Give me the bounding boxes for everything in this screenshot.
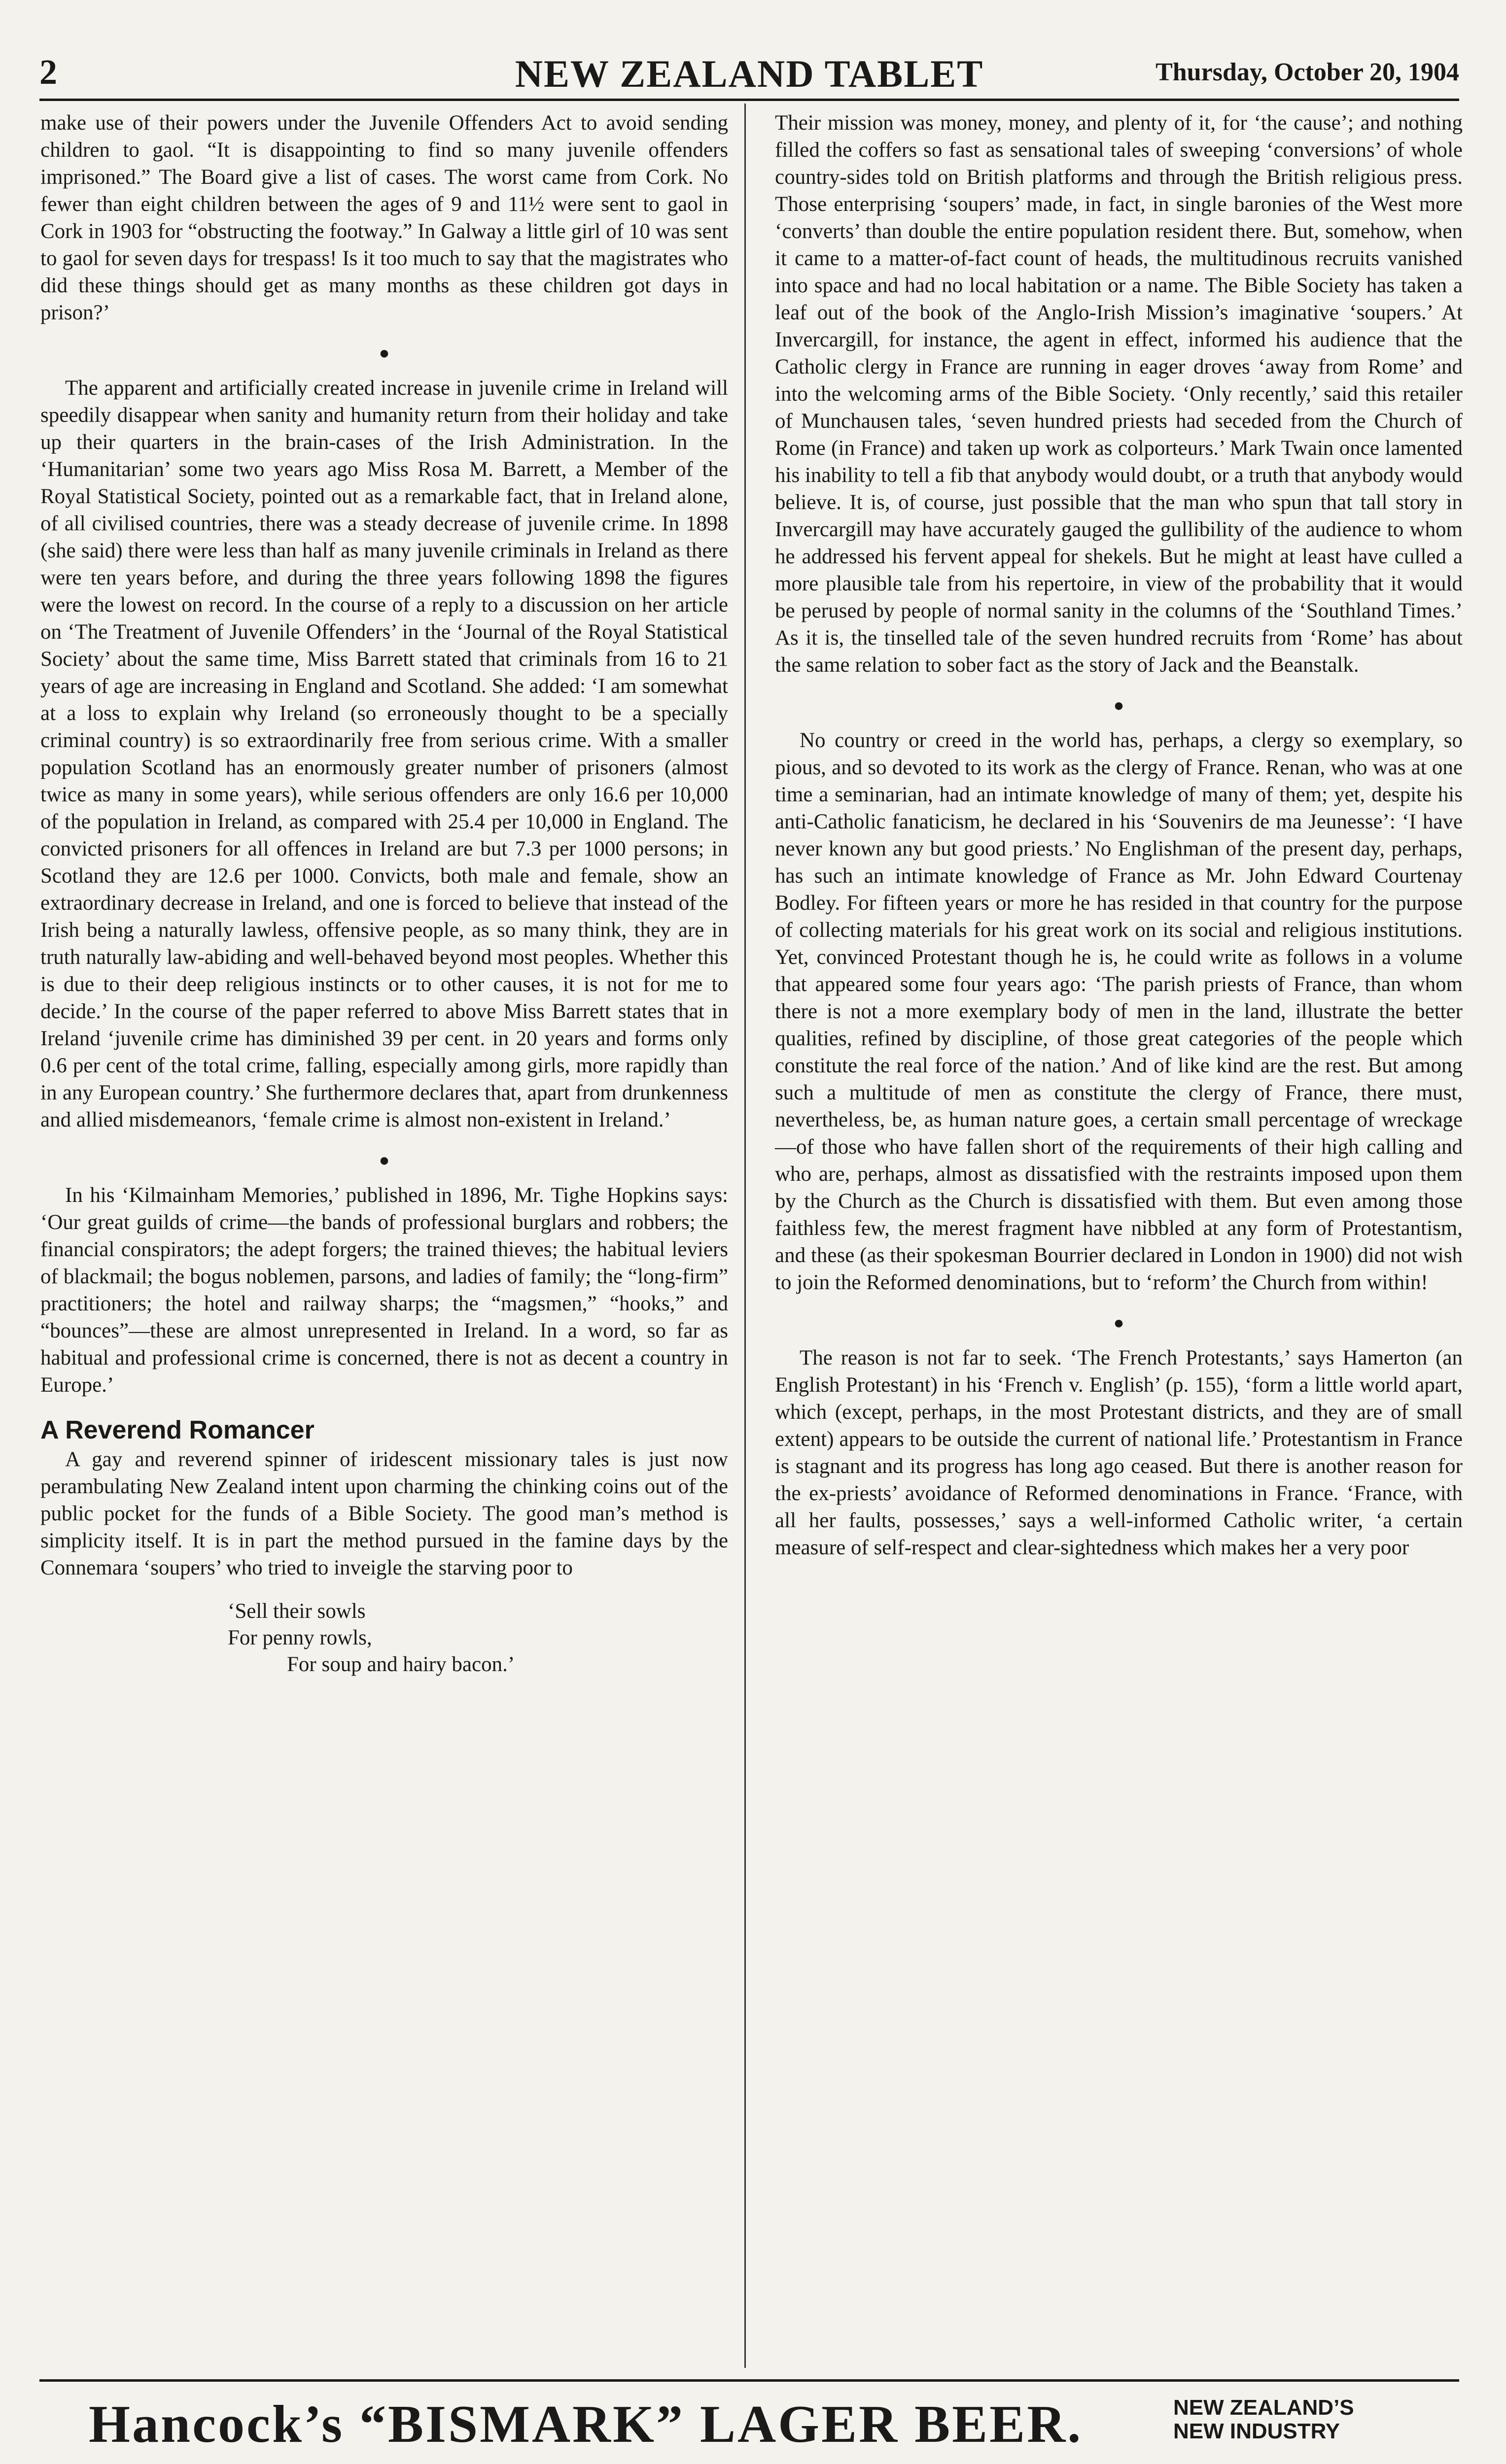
verse-line: ‘Sell their sowls — [228, 1600, 366, 1623]
article-paragraph: In his ‘Kilmainham Memories,’ published in 1896, Mr. Tighe Hopkins says: ‘Our great guilds of crime—the bands of professional burglars and robbers; the financial conspirators; the adept forgers; the trained thieves; the habitual leviers of blackmail; the bogus noblemen, parsons, and ladies of family; the “long-firm” practitioners; the hotel and railway sharps; the “magsmen,” “hooks,” and “bounces”—these are almost unrepresented in Ireland. In a word, so far as habitual and professional crime is concerned, there is not as decent a country in Europe.’ — [40, 1184, 728, 1397]
header-rule — [39, 99, 1459, 101]
advertisement-banner: Hancock’s “BISMARK” LAGER BEER. — [89, 2395, 1083, 2454]
article-paragraph: Their mission was money, money, and plenty of it, for ‘the cause’; and nothing filled the coffers so fast as sensational tales of sweeping ‘conversions’ of whole country-sides told on British platforms and through the British religious press. Those enterprising ‘soupers’ made, in fact, in single baronies of the West more ‘converts’ than double the entire population resident there. But, somehow, when it came to a matter-of-fact count of heads, the multitudinous recruits vanished into space and had no local habitation or a name. The Bible Society has taken a leaf out of the book of the Anglo-Irish Mission’s imaginative ‘soupers.’ At Invercargill, for instance, the agent in effect, informed his audience that the Catholic clergy in France are running in eager droves ‘away from Rome’ and into the welcoming arms of the Bible Society. ‘Only recently,’ said this retailer of Munchausen tales, ‘seven hundred priests had seceded from the Church of Rome (in France) and taken up work as colporteurs.’ Mark Twain once lamented his inability to tell a fib that anybody would doubt, or a truth that anybody would believe. It is, of course, just possible that the man who spun that tall story in Invercargill may have accurately gauged the gullibility of the audience to whom he addressed his fervent appeal for shekels. But he might at least have culled a more plausible tale from his repertoire, in view of the probability that it would be perused by people of normal sanity in the columns of the ‘Southland Times.’ As it is, the tinselled tale of the seven hundred recruits from ‘Rome’ has about the same relation to sober fact as the story of Jack and the Beanstalk. — [775, 111, 1463, 677]
left-column — [40, 109, 728, 1678]
tag-line: NEW ZEALAND’S — [1173, 2396, 1354, 2420]
footer-rule — [39, 2379, 1459, 2382]
verse-line: For soup and hairy bacon.’ — [287, 1653, 515, 1676]
section-bullet: ● — [379, 343, 390, 363]
issue-date: Thursday, October 20, 1904 — [1156, 58, 1459, 86]
section-bullet: ● — [1113, 695, 1124, 715]
column-divider — [744, 103, 746, 2368]
tag-line: NEW INDUSTRY — [1173, 2419, 1340, 2443]
verse-quote — [228, 1598, 728, 1678]
article-paragraph: The apparent and artificially created increase in juvenile crime in Ireland will speedily disappear when sanity and humanity return from their holiday and take up their quarters in the brain-cases of the Irish Administration. In the ‘Humanitarian’ some two years ago Miss Rosa M. Barrett, a Member of the Royal Statistical Society, pointed out as a remarkable fact, that in Ireland alone, of all civilised countries, there was a steady decrease of juvenile crime. In 1898 (she said) there were less than half as many juvenile criminals in Ireland as there were ten years before, and during the three years following 1898 the figures were the lowest on record. In the course of a reply to a discussion on her article on ‘The Treatment of Juvenile Offenders’ in the ‘Journal of the Royal Statistical Society’ about the same time, Miss Barrett stated that criminals from 16 to 21 years of age are increasing in England and Scotland. She added: ‘I am somewhat at a loss to explain why Ireland (so erroneously thought to be a specially criminal country) is so extraordinarily free from serious crime. With a smaller population Scotland has an enormously greater number of prisoners (almost twice as many in some years), while serious offenders are only 16.6 per 10,000 of the population in Ireland, as compared with 25.4 per 10,000 in England. The convicted prisoners for all offences in Ireland are but 7.3 per 1000 persons; in Scotland they are 12.6 per 1000. Convicts, both male and female, show an extraordinary decrease in Ireland, and one is forced to believe that instead of the Irish being a naturally lawless, offensive people, as so many think, they are in truth naturally law-abiding and well-behaved beyond most peoples. Whether this is due to their deep religious instincts or to other causes, it is not for me to decide.’ In the course of the paper referred to above Miss Barrett states that in Ireland ‘juvenile crime has diminished 39 per cent. in 20 years and forms only 0.6 per cent of the total crime, falling, especially among girls, more rapidly than in any European country.’ She furthermore declares that, apart from drunkenness and allied misdemeanors, ‘female crime is almost non-existent in Ireland.’ — [40, 376, 728, 1131]
newspaper-title: NEW ZEALAND TABLET — [515, 52, 984, 95]
section-bullet: ● — [1113, 1313, 1124, 1333]
verse-line: For penny rowls, — [228, 1626, 372, 1649]
section-heading: A Reverend Romancer — [40, 1416, 315, 1444]
article-paragraph: A gay and reverend spinner of iridescent missionary tales is just now perambulating New Zealand intent upon charming the chinking coins out of the public pocket for the funds of a Bible Society. The good man’s method is simplicity itself. It is in part the method pursued in the famine days by the Connemara ‘soupers’ who tried to inveigle the starving poor to — [40, 1448, 728, 1579]
advertisement-tag — [1173, 2396, 1354, 2443]
section-bullet: ● — [379, 1150, 390, 1170]
masthead — [39, 52, 1459, 96]
page-number: 2 — [39, 52, 57, 92]
article-paragraph: The reason is not far to seek. ‘The French Protestants,’ says Hamerton (an English Protestant) in his ‘French v. English’ (p. 155), ‘form a little world apart, which (except, perhaps, in the most Protestant districts, and they are of small extent) appears to be outside the current of national life.’ Protestantism in France is stagnant and its progress has long ago ceased. But there is another reason for the ex-priests’ avoidance of Reformed denominations in France. ‘France, with all her faults, possesses,’ says a well-informed Catholic writer, ‘a certain measure of self-respect and clear-sightedness which makes her a very poor — [775, 1346, 1463, 1559]
article-paragraph: No country or creed in the world has, perhaps, a clergy so exemplary, so pious, and so devoted to its work as the clergy of France. Renan, who was at one time a seminarian, had an intimate knowledge of many of them; yet, despite his anti-Catholic fanaticism, he declared in his ‘Souvenirs de ma Jeunesse’: ‘I have never known any but good priests.’ No Englishman of the present day, perhaps, has such an intimate knowledge of France as Mr. John Edward Courtenay Bodley. For fifteen years or more he has resided in that country for the purpose of collecting materials for his great work on its social and religious institutions. Yet, convinced Protestant though he is, he could write as follows in a volume that appeared some four years ago: ‘The parish priests of France, than whom there is not a more exemplary body of men in the land, illustrate the better qualities, refined by discipline, of those great categories of the people which constitute the real force of the nation.’ And of like kind are the rest. But among such a multitude of men as constitute the clergy of France, there must, nevertheless, be, as human nature goes, a certain small percentage of wreckage—of those who have fallen short of the requirements of their high calling and who are, perhaps, almost as dissatisfied with the restraints imposed upon them by the Church as the Church is dissatisfied with them. But even among those faithless few, the merest fragment have nibbled at any form of Protestantism, and these (as their spokesman Bourrier declared in London in 1900) did not wish to join the Reformed denominations, but to ‘reform’ the Church from within! — [775, 729, 1463, 1294]
right-column — [775, 109, 1463, 1578]
article-paragraph: make use of their powers under the Juvenile Offenders Act to avoid sending children to gaol. “It is disappointing to find so many juvenile offenders imprisoned.” The Board give a list of cases. The worst came from Cork. No fewer than eight children between the ages of 9 and 11½ were sent to gaol in Cork in 1903 for “obstructing the footway.” In Galway a little girl of 10 was sent to gaol for seven days for trespass! Is it too much to say that the magistrates who did these things should get as many months as these children got days in prison?’ — [40, 111, 728, 324]
